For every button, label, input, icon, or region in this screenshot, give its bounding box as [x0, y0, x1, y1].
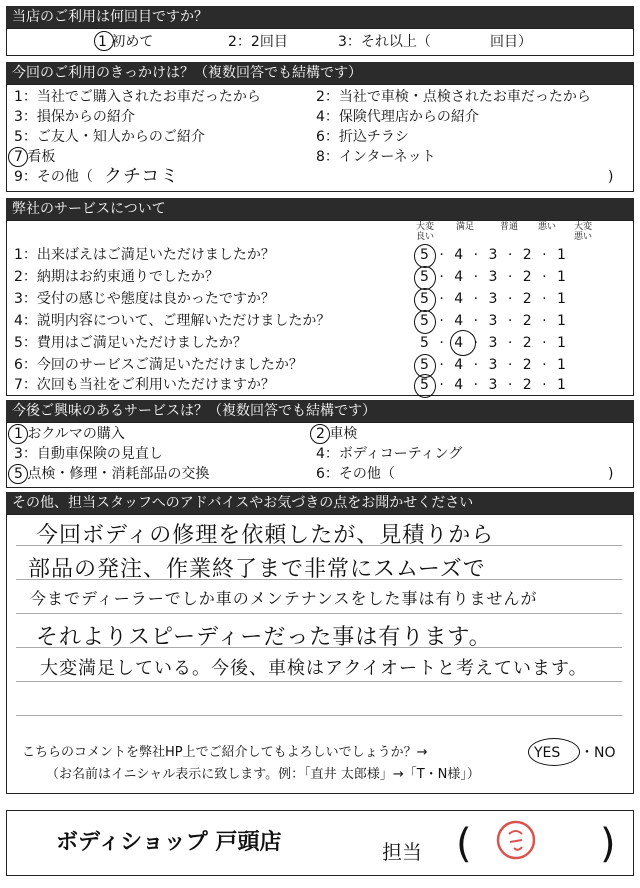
reason-item: 5：ご友人・知人からのご紹介	[14, 129, 205, 145]
circle-mark	[414, 288, 436, 312]
interest-item: 2 車検	[316, 426, 358, 442]
visit-option-1: 1 初めて	[98, 34, 154, 50]
advice-handwritten-line: 部品の発注、作業終了まで非常にスムーズで	[28, 557, 486, 582]
ruled-line	[16, 613, 622, 614]
service-scale: 5 · 4 · 3 · 2 · 1	[420, 357, 569, 373]
staff-close-paren: )	[600, 821, 616, 867]
ruled-line	[16, 681, 622, 682]
consent-note: （お名前はイニシャル表示に致します。例：「直井 太郎様」→「T・N様」）	[46, 767, 480, 782]
visit-option-3: 3：それ以上（	[338, 34, 431, 50]
circle-mark	[414, 244, 436, 268]
ruled-line	[16, 715, 622, 716]
service-scale: 5 · 4 · 3 · 2 · 1	[420, 335, 569, 351]
service-question: 4：説明内容について、ご理解いただけましたか？	[14, 313, 331, 329]
service-scale: 5 · 4 · 3 · 2 · 1	[420, 377, 569, 393]
scale-label: 悪い	[537, 222, 556, 232]
shop-name: ボディショップ 戸頭店	[56, 830, 282, 855]
reason-item: 2：当社で車検・点検されたお車だったから	[316, 89, 591, 105]
service-question: 6：今回のサービスご満足いただけましたか？	[14, 357, 303, 373]
service-scale: 5 · 4 · 3 · 2 · 1	[420, 269, 569, 285]
reason-item: 7 看板	[14, 149, 56, 165]
service-question: 1：出来ばえはご満足いただけましたか？	[14, 247, 275, 263]
interest-item: )	[608, 466, 614, 482]
reason-item: 1：当社でご購入されたお車だったから	[14, 89, 261, 105]
advice-header: その他、担当スタッフへのアドバイスやお気づきの点をお聞かせください	[6, 492, 634, 514]
interest-item: 3：自動車保険の見直し	[14, 446, 163, 462]
circle-mark	[414, 266, 436, 290]
visit-option-2: 2：2回目	[228, 34, 288, 50]
reason-item: 6：折込チラシ	[316, 129, 409, 145]
interest-item: 6：その他（	[316, 466, 395, 482]
service-header: 弊社のサービスについて	[6, 198, 634, 220]
service-scale: 5 · 4 · 3 · 2 · 1	[420, 313, 569, 329]
visit-option-3-end: 回目）	[490, 34, 532, 50]
interest-header: 今後ご興味のあるサービスは？（複数回答でも結構です）	[6, 400, 634, 422]
service-scale: 5 · 4 · 3 · 2 · 1	[420, 291, 569, 307]
advice-handwritten-line: 今回ボディの修理を依頼したが、見積りから	[36, 523, 495, 548]
scale-label: 大変悪い	[573, 222, 592, 242]
reason-item: 4：保険代理店からの紹介	[316, 109, 479, 125]
consent-yes: YES	[534, 745, 561, 761]
interest-item: 1 おクルマの購入	[14, 426, 125, 442]
interest-item: 4：ボディコーティング	[316, 446, 463, 462]
advice-handwritten-line: 今までディーラーでしか車のメンテナンスをした事は有りませんが	[30, 589, 538, 608]
reason-item: 3：損保からの紹介	[14, 109, 135, 125]
service-question: 3：受付の感じや態度は良かったですか？	[14, 291, 275, 307]
reason-header: 今回のご利用のきっかけは？（複数回答でも結構です）	[6, 62, 634, 84]
reason-item: 9：その他（	[14, 169, 93, 185]
visit-header: 当店のご利用は何回目ですか？	[6, 6, 634, 28]
staff-stamp-icon	[494, 818, 538, 862]
consent-no: ・NO	[580, 745, 616, 761]
service-question: 7：次回も当社をご利用いただけますか？	[14, 377, 275, 393]
reason-item: )	[608, 169, 614, 185]
reason-item: 8：インターネット	[316, 149, 436, 165]
consent-question: こちらのコメントを弊社HP上でご紹介してもよろしいでしょうか？→	[22, 745, 428, 760]
scale-label: 普通	[499, 222, 518, 232]
service-question: 2：納期はお約束通りでしたか？	[14, 269, 219, 285]
circle-mark	[414, 374, 436, 398]
staff-label: 担当	[382, 840, 422, 864]
service-question: 5：費用はご満足いただけましたか？	[14, 335, 247, 351]
advice-handwritten-line: それよりスピーディーだった事は有ります。	[36, 625, 492, 650]
service-scale: 5 · 4 · 3 · 2 · 1	[420, 247, 569, 263]
advice-handwritten-line: 大変満足している。今後、車検はアクイオートと考えています。	[40, 658, 588, 679]
scale-label: 大変良い	[415, 222, 434, 242]
scale-label: 満足	[455, 222, 474, 232]
circle-mark	[450, 330, 476, 356]
staff-open-paren: (	[456, 821, 472, 867]
circle-mark	[414, 310, 436, 334]
interest-item: 5 点検・修理・消耗部品の交換	[14, 466, 210, 482]
reason-other-handwritten: クチコミ	[104, 166, 180, 187]
